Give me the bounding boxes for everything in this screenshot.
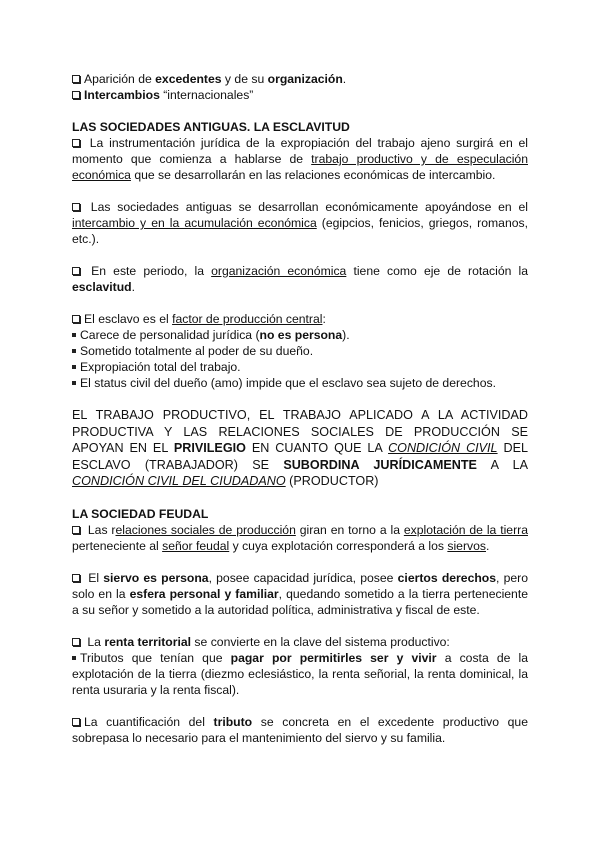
s1-paragraph-1: La instrumentación jurídica de la expropiación del trabajo ajeno surgirá en el momento que comienza a hablarse de trabajo productivo y de especulación económica que se desarrollarán en las relaciones económicas de intercambio. (72, 136, 528, 182)
s1-paragraph-3: En este periodo, la organización económica tiene como eje de rotación la esclavitud. (72, 264, 529, 294)
checkbox-bullet-icon (72, 315, 80, 323)
checkbox-bullet-icon (72, 718, 80, 726)
intro-line-2: Intercambios “internacionales” (72, 87, 528, 103)
checkbox-bullet-icon (72, 267, 80, 275)
square-bullet-icon (72, 333, 76, 337)
checkbox-bullet-icon (72, 574, 80, 582)
intro-line-1: Aparición de excedentes y de su organización. (72, 71, 528, 87)
list-item: Carece de personalidad jurídica (no es persona). (72, 327, 528, 343)
square-bullet-icon (72, 656, 76, 660)
document-page (72, 71, 528, 746)
s2-paragraph-3: La renta territorial se convierte en la clave del sistema productivo: (72, 634, 528, 650)
square-bullet-icon (72, 365, 76, 369)
checkbox-bullet-icon (72, 638, 80, 646)
s2-paragraph-4: La cuantificación del tributo se concreta en el excedente productivo que sobrepasa lo necesario para el mantenimiento del siervo y su familia. (72, 714, 528, 745)
square-bullet-icon (72, 349, 76, 353)
checkbox-bullet-icon (72, 75, 80, 83)
list-item: Sometido totalmente al poder de su dueño. (72, 343, 528, 359)
s1-paragraph-2: Las sociedades antiguas se desarrollan económicamente apoyándose en el intercambio y en la acumulación económica (egipcios, fenicios, griegos, romanos, etc.). (72, 200, 528, 246)
section-heading-antiguas: LAS SOCIEDADES ANTIGUAS. LA ESCLAVITUD (72, 120, 350, 134)
section-heading-feudal: LA SOCIEDAD FEUDAL (72, 506, 209, 521)
list-item: Expropiación total del trabajo. (72, 359, 528, 375)
checkbox-bullet-icon (72, 91, 80, 99)
checkbox-bullet-icon (72, 203, 80, 211)
s2-paragraph-2: El siervo es persona, posee capacidad jurídica, posee ciertos derechos, pero solo en la esfera personal y familiar, quedando sometido a la tierra perteneciente a su señor y sometido a la autoridad política, administrativa y fiscal de este. (72, 570, 529, 617)
checkbox-bullet-icon (72, 526, 80, 534)
s1-caps-paragraph: EL TRABAJO PRODUCTIVO, EL TRABAJO APLICADO A LA ACTIVIDAD PRODUCTIVA Y LAS RELACIONES SOCIALES DE PRODUCCIÓN SE APOYAN EN EL PRIVILEGIO EN CUANTO QUE LA CONDICIÓN CIVIL DEL ESCLAVO (TRABAJADOR) SE SUBORDINA JURÍDICAMENTE A LA CONDICIÓN CIVIL DEL CIUDADANO (PRODUCTOR) (72, 408, 529, 488)
s1-paragraph-4: El esclavo es el factor de producción central: (72, 311, 528, 327)
list-item: El status civil del dueño (amo) impide que el esclavo sea sujeto de derechos. (72, 375, 528, 391)
s2-paragraph-1: Las relaciones sociales de producción giran en torno a la explotación de la tierra perteneciente al señor feudal y cuya explotación corresponderá a los siervos. (72, 522, 528, 553)
square-bullet-icon (72, 381, 76, 385)
checkbox-bullet-icon (72, 139, 80, 147)
s2-paragraph-3-bullet: Tributos que tenían que pagar por permitirles ser y vivir a costa de la explotación de la tierra (diezmo eclesiástico, la renta señorial, la renta dominical, la renta usuraria y la renta fiscal). (72, 650, 529, 697)
